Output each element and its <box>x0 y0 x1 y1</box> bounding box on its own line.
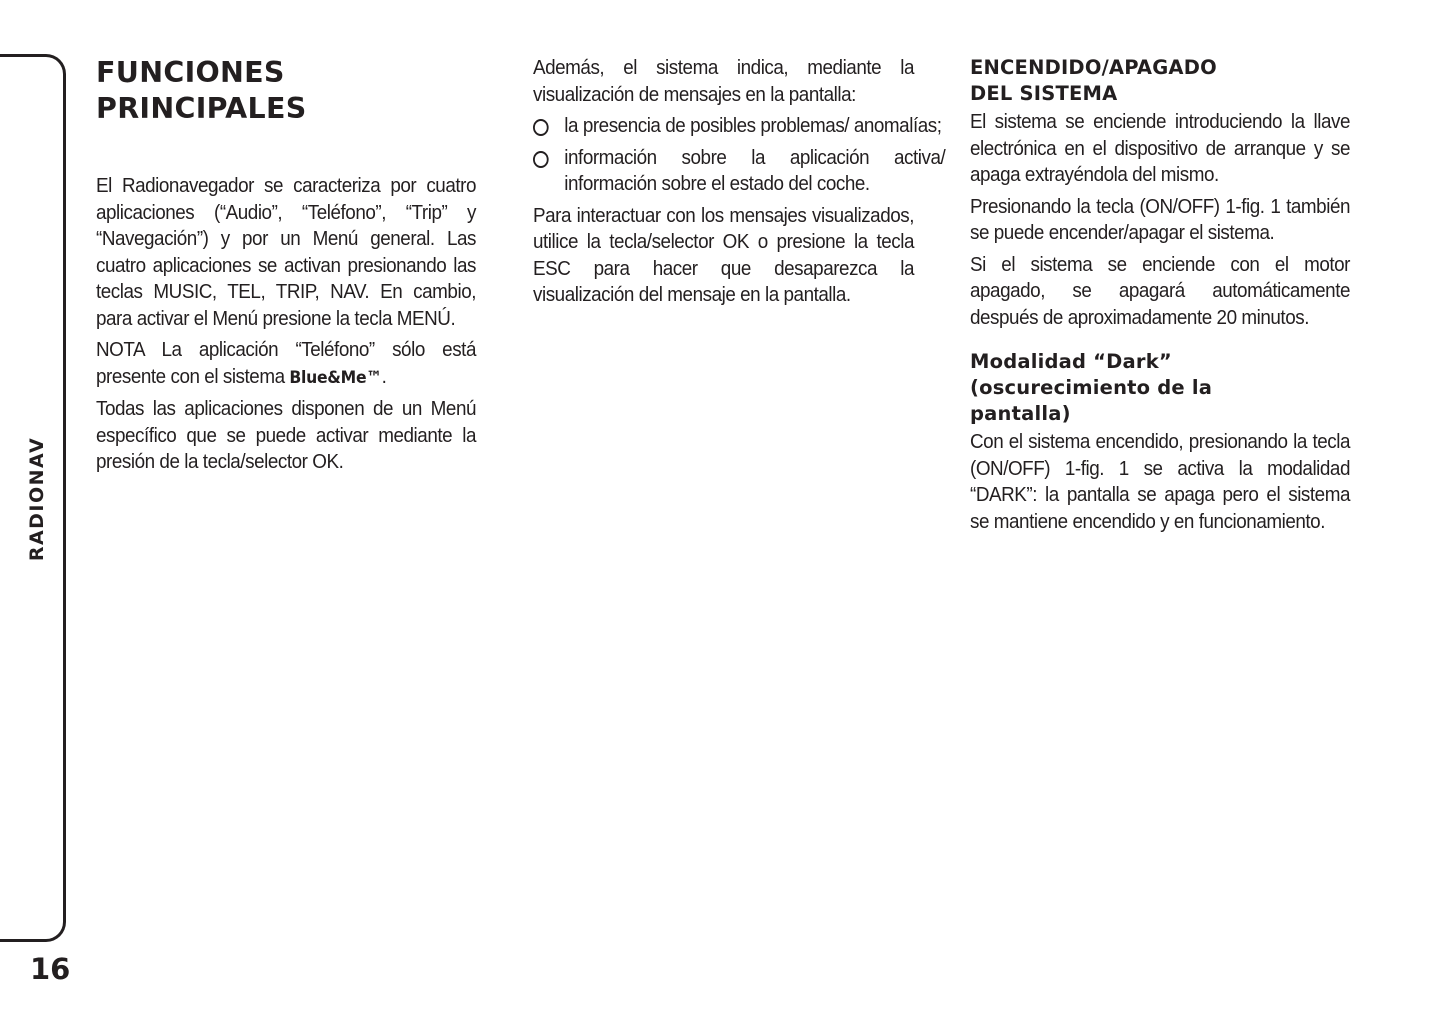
heading-dark-mode <box>970 349 1350 427</box>
section-title-line-2: PRINCIPALES <box>96 92 307 125</box>
paragraph-on-off-button: Presionando la tecla (ON/OFF) 1-fig. 1 también se puede encender/apagar el sistema. <box>970 194 1351 244</box>
paragraph-messages-intro: Además, el sistema indica, mediante la visualización de mensajes en la pantalla: <box>533 56 915 106</box>
bullet-text: la presencia de posibles problemas/ anomalías; <box>564 114 942 137</box>
paragraph-dark-mode: Con el sistema encendido, presionando la tecla (ON/OFF) 1-fig. 1 se activa la modalidad “DARK”: la pantalla se apaga pero el sistema se mantiene encendido y en funcionamiento. <box>970 430 1351 533</box>
column-left <box>96 55 476 481</box>
note-bold-term: Blue&Me™ <box>289 367 382 388</box>
paragraph-interaction: Para interactuar con los mensajes visualizados, utilice la tecla/selector OK o presione la tecla ESC para hacer que desaparezca la visualización del mensaje en la pantalla. <box>533 203 915 306</box>
heading-dark-mode-line-3: pantalla) <box>970 402 1071 425</box>
heading-on-off <box>970 55 1350 107</box>
column-middle <box>533 55 946 314</box>
heading-dark-mode-line-2: (oscurecimiento de la <box>970 376 1213 399</box>
section-side-tab-label: RADIONAV <box>26 436 49 562</box>
heading-dark-mode-line-1: Modalidad “Dark” <box>970 350 1172 373</box>
section-side-tab <box>22 432 52 566</box>
note-text: NOTA La aplicación “Teléfono” sólo está presente con el sistema <box>96 338 477 388</box>
section-title-line-1: FUNCIONES <box>96 56 285 89</box>
page-number: 16 <box>30 952 71 986</box>
paragraph-menus: Todas las aplicaciones disponen de un Menú específico que se puede activar mediante la presión de la tecla/selector OK. <box>96 397 477 473</box>
section-title <box>96 55 476 127</box>
heading-on-off-line-2: DEL SISTEMA <box>970 82 1118 105</box>
column-right <box>970 55 1350 540</box>
bullet-item <box>533 145 945 198</box>
bullet-item <box>533 113 945 140</box>
paragraph-intro: El Radionavegador se caracteriza por cuatro aplicaciones (“Audio”, “Teléfono”, “Trip” y “Navegación”) y por un Menú general. Las cuatro aplicaciones se activan presionando las teclas MUSIC, TEL, TRIP, NAV. En cambio, para activar el Menú presione la tecla MENÚ. <box>96 174 477 330</box>
paragraph-note <box>96 337 476 391</box>
circle-bullet-icon <box>533 151 549 168</box>
heading-on-off-line-1: ENCENDIDO/APAGADO <box>970 56 1217 79</box>
circle-bullet-icon <box>533 119 549 136</box>
bullet-text: información sobre la aplicación activa/ información sobre el estado del coche. <box>564 145 946 195</box>
paragraph-key: El sistema se enciende introduciendo la llave electrónica en el dispositivo de arranque y se apaga extrayéndola del mismo. <box>970 110 1351 186</box>
note-end: . <box>381 364 387 388</box>
paragraph-auto-off: Si el sistema se enciende con el motor apagado, se apagará automáticamente después de aproximadamente 20 minutos. <box>970 252 1351 329</box>
